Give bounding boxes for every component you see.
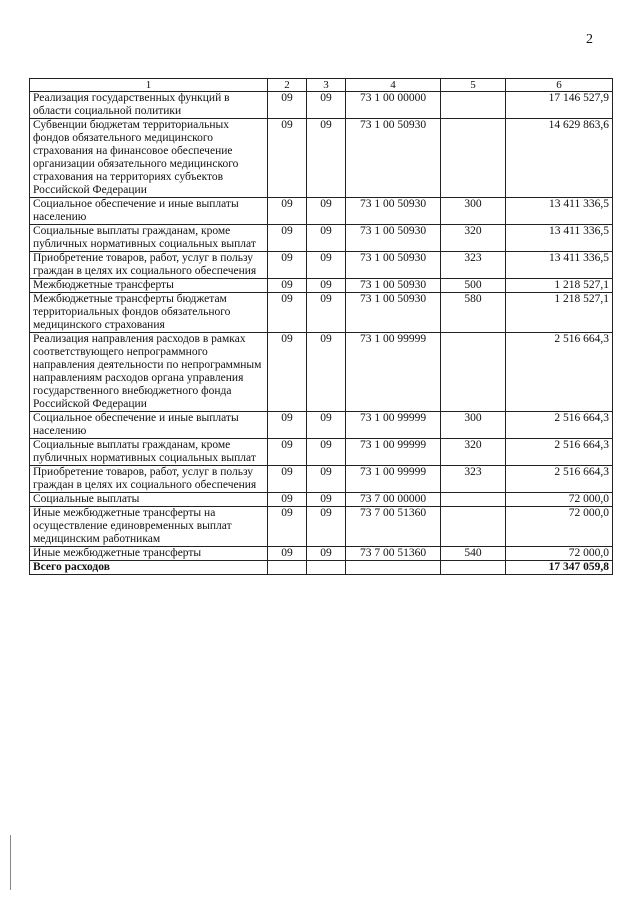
expense-type-cell bbox=[441, 333, 506, 412]
subsection-code-cell: 09 bbox=[307, 507, 346, 547]
row-name-cell: Социальное обеспечение и иные выплаты населению bbox=[30, 198, 268, 225]
target-article-cell: 73 7 00 00000 bbox=[346, 493, 441, 507]
row-name-cell: Социальные выплаты bbox=[30, 493, 268, 507]
amount-cell: 14 629 863,6 bbox=[506, 119, 613, 198]
section-code-cell: 09 bbox=[268, 225, 307, 252]
total-label: Всего расходов bbox=[30, 561, 268, 575]
row-name-cell: Социальное обеспечение и иные выплаты населению bbox=[30, 412, 268, 439]
empty-cell bbox=[268, 561, 307, 575]
subsection-code-cell: 09 bbox=[307, 293, 346, 333]
page-number: 2 bbox=[586, 32, 593, 47]
target-article-cell: 73 7 00 51360 bbox=[346, 507, 441, 547]
empty-cell bbox=[346, 561, 441, 575]
expense-type-cell: 323 bbox=[441, 466, 506, 493]
table-row bbox=[30, 92, 613, 119]
amount-cell: 2 516 664,3 bbox=[506, 412, 613, 439]
subsection-code-cell: 09 bbox=[307, 439, 346, 466]
amount-cell: 17 146 527,9 bbox=[506, 92, 613, 119]
column-header: 1 bbox=[30, 79, 268, 92]
target-article-cell: 73 1 00 99999 bbox=[346, 466, 441, 493]
section-code-cell: 09 bbox=[268, 92, 307, 119]
amount-cell: 13 411 336,5 bbox=[506, 225, 613, 252]
row-name-cell: Реализация государственных функций в области социальной политики bbox=[30, 92, 268, 119]
total-amount: 17 347 059,8 bbox=[506, 561, 613, 575]
column-header: 3 bbox=[307, 79, 346, 92]
table-row bbox=[30, 466, 613, 493]
expense-type-cell bbox=[441, 507, 506, 547]
amount-cell: 1 218 527,1 bbox=[506, 293, 613, 333]
amount-cell: 2 516 664,3 bbox=[506, 333, 613, 412]
section-code-cell: 09 bbox=[268, 293, 307, 333]
table-row bbox=[30, 279, 613, 293]
section-code-cell: 09 bbox=[268, 252, 307, 279]
section-code-cell: 09 bbox=[268, 507, 307, 547]
expense-type-cell: 323 bbox=[441, 252, 506, 279]
expense-type-cell: 300 bbox=[441, 198, 506, 225]
row-name-cell: Социальные выплаты гражданам, кроме публичных нормативных социальных выплат bbox=[30, 225, 268, 252]
table-row bbox=[30, 439, 613, 466]
target-article-cell: 73 1 00 50930 bbox=[346, 119, 441, 198]
expense-type-cell bbox=[441, 92, 506, 119]
amount-cell: 2 516 664,3 bbox=[506, 439, 613, 466]
expense-type-cell: 580 bbox=[441, 293, 506, 333]
total-row bbox=[30, 561, 613, 575]
table-row bbox=[30, 493, 613, 507]
row-name-cell: Межбюджетные трансферты bbox=[30, 279, 268, 293]
table-row bbox=[30, 547, 613, 561]
target-article-cell: 73 1 00 00000 bbox=[346, 92, 441, 119]
subsection-code-cell: 09 bbox=[307, 493, 346, 507]
target-article-cell: 73 1 00 99999 bbox=[346, 333, 441, 412]
amount-cell: 72 000,0 bbox=[506, 547, 613, 561]
table-row bbox=[30, 333, 613, 412]
table-header-row bbox=[30, 79, 613, 92]
target-article-cell: 73 7 00 51360 bbox=[346, 547, 441, 561]
target-article-cell: 73 1 00 50930 bbox=[346, 279, 441, 293]
target-article-cell: 73 1 00 99999 bbox=[346, 412, 441, 439]
expense-type-cell: 320 bbox=[441, 439, 506, 466]
section-code-cell: 09 bbox=[268, 198, 307, 225]
expense-type-cell bbox=[441, 119, 506, 198]
target-article-cell: 73 1 00 50930 bbox=[346, 252, 441, 279]
empty-cell bbox=[441, 561, 506, 575]
row-name-cell: Иные межбюджетные трансферты на осуществление единовременных выплат медицинским работникам bbox=[30, 507, 268, 547]
section-code-cell: 09 bbox=[268, 412, 307, 439]
table-row bbox=[30, 507, 613, 547]
expense-type-cell: 540 bbox=[441, 547, 506, 561]
subsection-code-cell: 09 bbox=[307, 252, 346, 279]
subsection-code-cell: 09 bbox=[307, 198, 346, 225]
row-name-cell: Субвенции бюджетам территориальных фондов обязательного медицинского страхования на финансовое обеспечение организации обязательного медицинского страхования на территориях субъектов Российской Федерации bbox=[30, 119, 268, 198]
subsection-code-cell: 09 bbox=[307, 333, 346, 412]
amount-cell: 13 411 336,5 bbox=[506, 252, 613, 279]
column-header: 4 bbox=[346, 79, 441, 92]
expense-type-cell bbox=[441, 493, 506, 507]
table-row bbox=[30, 293, 613, 333]
subsection-code-cell: 09 bbox=[307, 547, 346, 561]
section-code-cell: 09 bbox=[268, 333, 307, 412]
row-name-cell: Приобретение товаров, работ, услуг в пользу граждан в целях их социального обеспечения bbox=[30, 466, 268, 493]
table-row bbox=[30, 252, 613, 279]
section-code-cell: 09 bbox=[268, 547, 307, 561]
target-article-cell: 73 1 00 99999 bbox=[346, 439, 441, 466]
section-code-cell: 09 bbox=[268, 279, 307, 293]
subsection-code-cell: 09 bbox=[307, 466, 346, 493]
subsection-code-cell: 09 bbox=[307, 119, 346, 198]
section-code-cell: 09 bbox=[268, 493, 307, 507]
column-header: 6 bbox=[506, 79, 613, 92]
section-code-cell: 09 bbox=[268, 119, 307, 198]
expense-type-cell: 500 bbox=[441, 279, 506, 293]
row-name-cell: Приобретение товаров, работ, услуг в пользу граждан в целях их социального обеспечения bbox=[30, 252, 268, 279]
subsection-code-cell: 09 bbox=[307, 92, 346, 119]
column-header: 2 bbox=[268, 79, 307, 92]
section-code-cell: 09 bbox=[268, 466, 307, 493]
amount-cell: 13 411 336,5 bbox=[506, 198, 613, 225]
table-row bbox=[30, 412, 613, 439]
amount-cell: 72 000,0 bbox=[506, 507, 613, 547]
target-article-cell: 73 1 00 50930 bbox=[346, 225, 441, 252]
row-name-cell: Реализация направления расходов в рамках соответствующего непрограммного направления деятельности по непрограммным направлениям расходов органа управления государственного внебюджетного фонда Российской Федерации bbox=[30, 333, 268, 412]
row-name-cell: Межбюджетные трансферты бюджетам территориальных фондов обязательного медицинского страхования bbox=[30, 293, 268, 333]
row-name-cell: Социальные выплаты гражданам, кроме публичных нормативных социальных выплат bbox=[30, 439, 268, 466]
expense-type-cell: 300 bbox=[441, 412, 506, 439]
table-row bbox=[30, 198, 613, 225]
subsection-code-cell: 09 bbox=[307, 412, 346, 439]
table-row bbox=[30, 225, 613, 252]
amount-cell: 72 000,0 bbox=[506, 493, 613, 507]
expenditure-table bbox=[29, 78, 613, 575]
amount-cell: 2 516 664,3 bbox=[506, 466, 613, 493]
empty-cell bbox=[307, 561, 346, 575]
target-article-cell: 73 1 00 50930 bbox=[346, 293, 441, 333]
column-header: 5 bbox=[441, 79, 506, 92]
subsection-code-cell: 09 bbox=[307, 225, 346, 252]
table-row bbox=[30, 119, 613, 198]
amount-cell: 1 218 527,1 bbox=[506, 279, 613, 293]
row-name-cell: Иные межбюджетные трансферты bbox=[30, 547, 268, 561]
scan-margin-line bbox=[10, 835, 11, 890]
section-code-cell: 09 bbox=[268, 439, 307, 466]
expense-type-cell: 320 bbox=[441, 225, 506, 252]
target-article-cell: 73 1 00 50930 bbox=[346, 198, 441, 225]
subsection-code-cell: 09 bbox=[307, 279, 346, 293]
